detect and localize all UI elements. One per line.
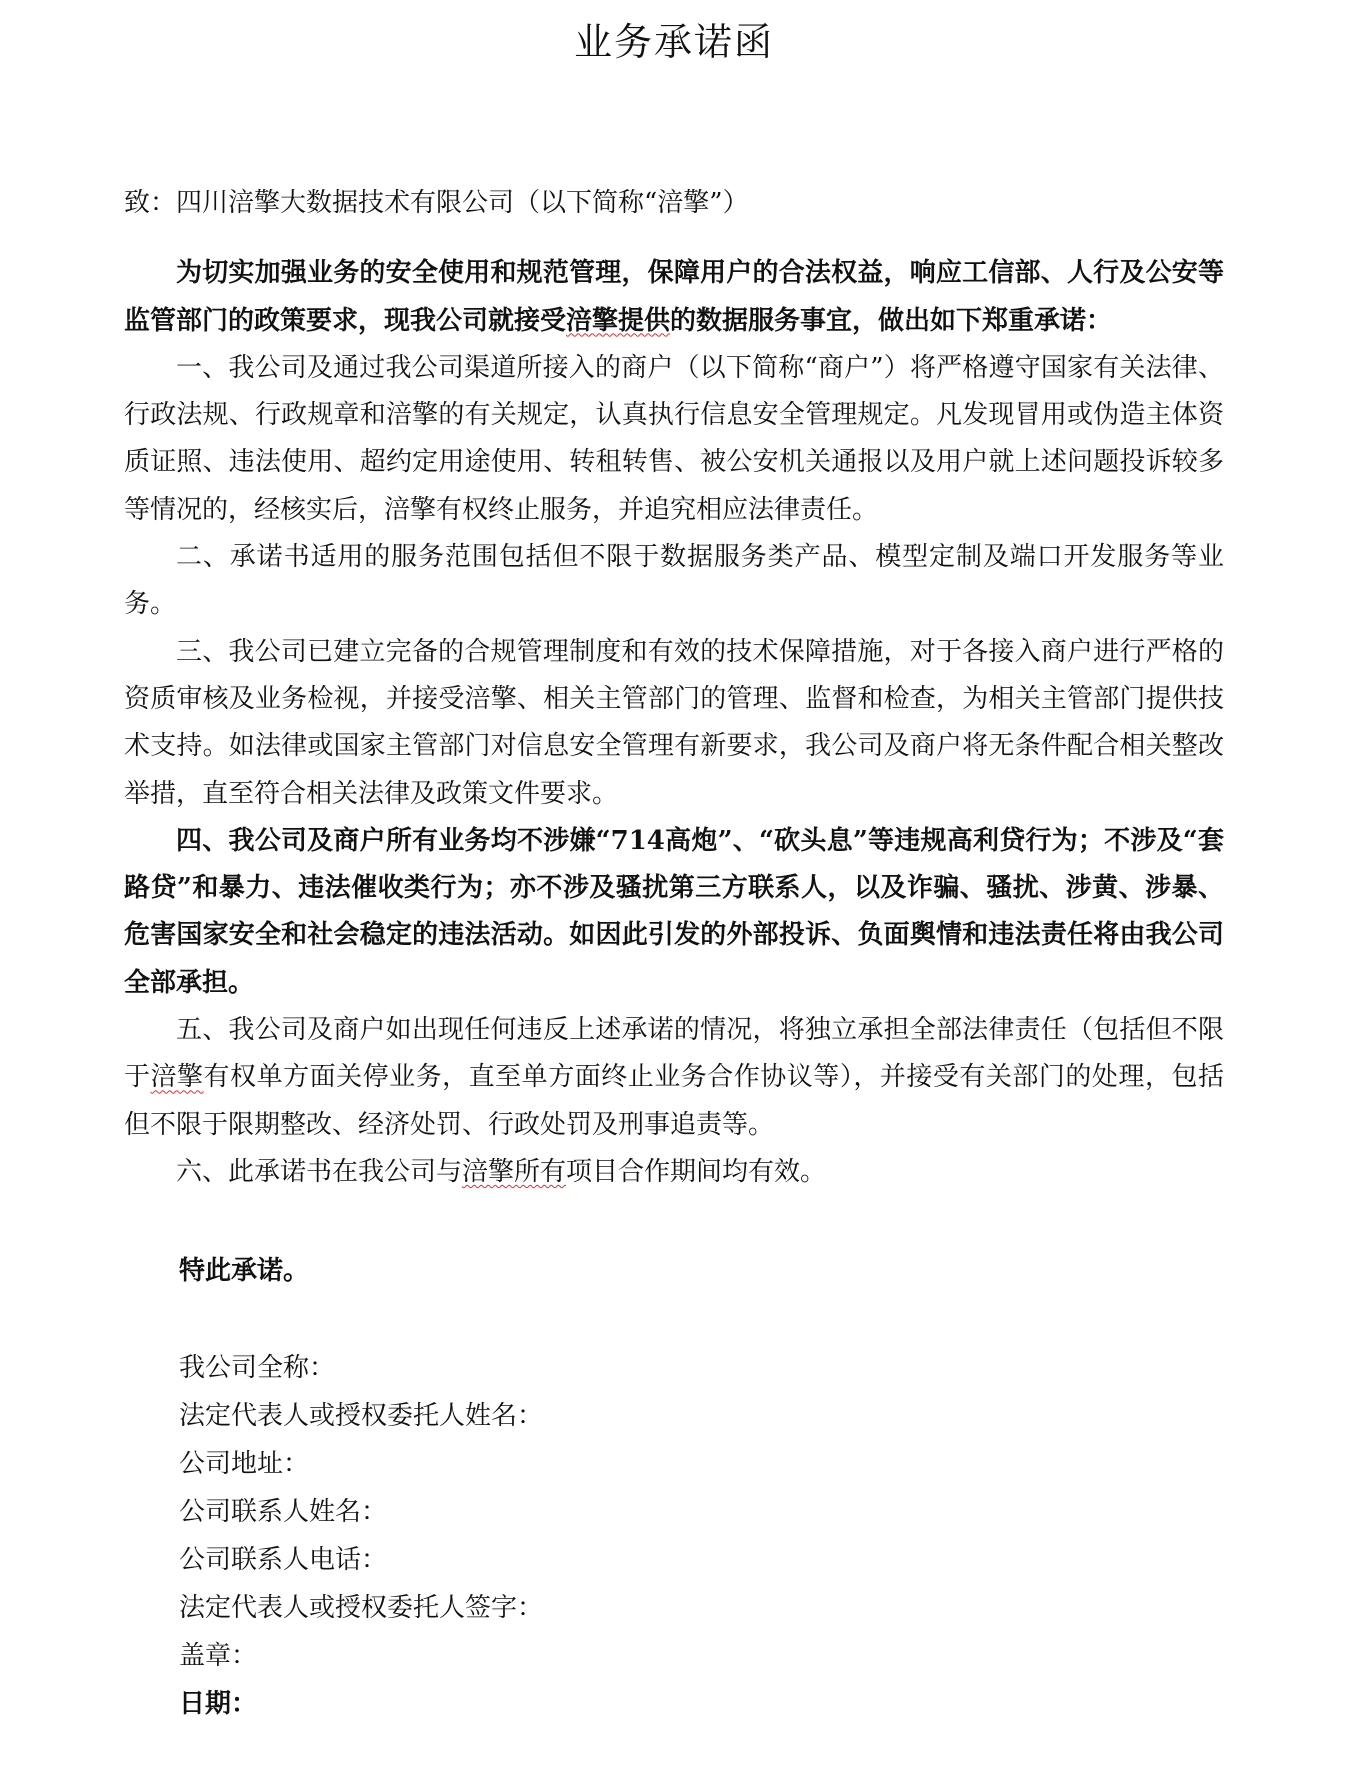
spacer bbox=[124, 1196, 1224, 1248]
intro-text-a: 为切实加强业务的安全使用和规范管理，保障用户的合法权益，响应工信部、人行及公安等监管部门的政策要求，现我公司就接受 bbox=[124, 258, 1224, 336]
addressee-line: 致：四川涪擎大数据技术有限公司（以下简称“涪擎”） bbox=[124, 188, 749, 218]
intro-text-underlined: 涪擎提供 bbox=[566, 305, 671, 336]
clause-6 bbox=[124, 1149, 1224, 1196]
field-company-address: 公司地址： bbox=[179, 1448, 310, 1479]
clause-4: 四、我公司及商户所有业务均不涉嫌“714高炮”、“砍头息”等违规高利贷行为；不涉及“套路贷”和暴力、违法催收类行为；亦不涉及骚扰第三方联系人，以及诈骗、骚扰、涉黄、涉暴、危害国家安全和社会稳定的违法活动。如因此引发的外部投诉、负面舆情和违法责任将由我公司全部承担。 bbox=[124, 825, 1224, 998]
clause-3: 三、我公司已建立完备的合规管理制度和有效的技术保障措施，对于各接入商户进行严格的资质审核及业务检视，并接受涪擎、相关主管部门的管理、监督和检查，为相关主管部门提供技术支持。如法律或国家主管部门对信息安全管理有新要求，我公司及商户将无条件配合相关整改举措，直至符合相关法律及政策文件要求。 bbox=[124, 636, 1224, 809]
field-representative-signature: 法定代表人或授权委托人签字： bbox=[179, 1592, 544, 1623]
field-company-name: 我公司全称： bbox=[179, 1352, 336, 1383]
document-title: 业务承诺函 bbox=[573, 20, 774, 64]
clause-6-text-a: 六、此承诺书在我公司与 bbox=[176, 1156, 463, 1187]
spacer bbox=[124, 1296, 1224, 1344]
intro-paragraph bbox=[124, 250, 1224, 345]
field-representative-name: 法定代表人或授权委托人姓名： bbox=[179, 1400, 544, 1431]
signature-block bbox=[179, 1344, 1224, 1728]
field-seal: 盖章： bbox=[179, 1640, 258, 1671]
field-contact-phone: 公司联系人电话： bbox=[179, 1544, 388, 1575]
clause-5-text-a: 五、我公司及商户如出现任何违反上述承诺的情况，将独立承担全部法律责任（包括但不限于 bbox=[124, 1015, 1224, 1093]
clause-5-text-underlined: 涪擎 bbox=[150, 1062, 204, 1093]
clause-6-text-c: 项目合作期间均有效。 bbox=[566, 1156, 827, 1187]
clause-1: 一、我公司及通过我公司渠道所接入的商户（以下简称“商户”）将严格遵守国家有关法律、行政法规、行政规章和涪擎的有关规定，认真执行信息安全管理规定。凡发现冒用或伪造主体资质证照、违法使用、超约定用途使用、转租转售、被公安机关通报以及用户就上述问题投诉较多等情况的，经核实后，涪擎有权终止服务，并追究相应法律责任。 bbox=[124, 352, 1224, 525]
closing-statement: 特此承诺。 bbox=[179, 1256, 310, 1287]
field-contact-name: 公司联系人姓名： bbox=[179, 1496, 388, 1527]
intro-text-c: 的数据服务事宜，做出如下郑重承诺： bbox=[670, 305, 1113, 336]
field-date: 日期： bbox=[179, 1688, 258, 1719]
document-body bbox=[124, 180, 1224, 1728]
clause-5-text-c: 有权单方面关停业务，直至单方面终止业务合作协议等），并接受有关部门的处理，包括但不限于限期整改、经济处罚、行政处罚及刑事追责等。 bbox=[124, 1062, 1224, 1140]
clause-5 bbox=[124, 1007, 1224, 1149]
clause-6-text-underlined: 涪擎所有 bbox=[462, 1156, 567, 1187]
clause-2: 二、承诺书适用的服务范围包括但不限于数据服务类产品、模型定制及端口开发服务等业务。 bbox=[124, 542, 1224, 620]
